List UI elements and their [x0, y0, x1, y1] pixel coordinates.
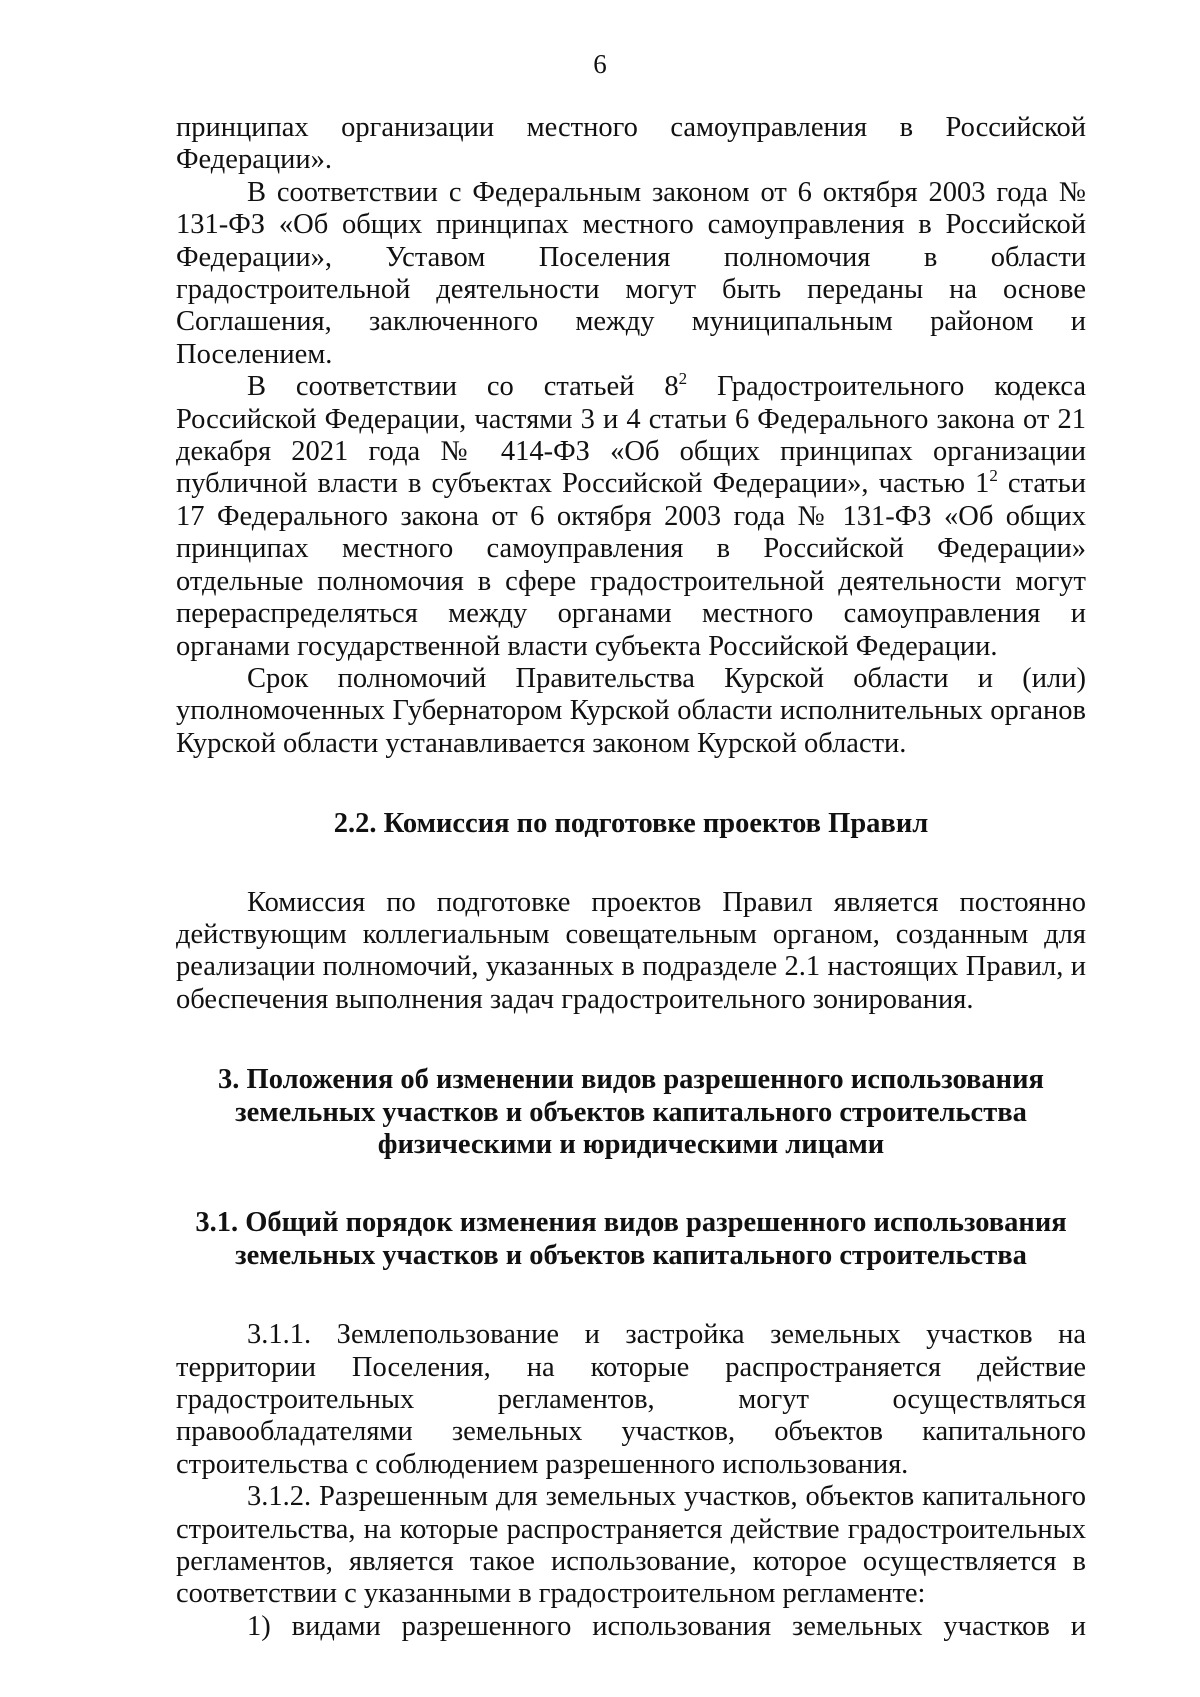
heading-2-2: 2.2. Комиссия по подготовке проектов Правил	[333, 808, 929, 840]
heading-3	[176, 1064, 1086, 1161]
heading-3-1	[176, 1207, 1086, 1272]
paragraph-3-1-1: 3.1.1. Землепользование и застройка земельных участков на территории Поселения, на которые распространяется действие градостроительных регламентов, могут осуществляться правообладателями земельных участков, объектов капитального строительства с соблюдением разрешенного использования.	[176, 1319, 1086, 1480]
paragraph-urban-code-part-c: статьи 17 Федерального закона от 6 октября 2003 года № 131-ФЗ «Об общих принципах местного самоуправления в Российской Федерации» отдельные полномочия в сфере градостроительной деятельности могут перераспределяться между органами местного самоуправления и органами государственной власти субъекта Российской Федерации.	[176, 468, 1086, 662]
paragraph-term-of-powers: Срок полномочий Правительства Курской области и (или) уполномоченных Губернатором Курской области исполнительных органов Курской области устанавливается законом Курской области.	[176, 662, 1086, 759]
paragraph-urban-code	[176, 371, 1086, 663]
paragraph-item-1: 1) видами разрешенного использования земельных участков и	[247, 1610, 1086, 1642]
heading-3-1-line-1: 3.1. Общий порядок изменения видов разрешенного использования	[195, 1207, 1067, 1239]
paragraph-continuation: принципах организации местного самоуправления в Российской Федерации».	[176, 112, 1086, 176]
paragraph-3-1-2: 3.1.2. Разрешенным для земельных участков, объектов капитального строительства, на которые распространяется действие градостроительных регламентов, является такое использование, которое осуществляется в соответствии с указанными в градостроительном регламенте:	[176, 1481, 1086, 1610]
heading-3-line-2: земельных участков и объектов капитального строительства	[235, 1096, 1027, 1128]
superscript-a: 2	[678, 369, 688, 389]
paragraph-urban-code-part-a: В соответствии со статьей 8	[247, 371, 679, 403]
superscript-b: 2	[989, 466, 998, 486]
heading-3-1-line-2: земельных участков и объектов капитального строительства	[235, 1239, 1027, 1271]
heading-3-line-3: физическими и юридическими лицами	[377, 1128, 885, 1160]
heading-3-line-1: 3. Положения об изменении видов разрешенного использования	[218, 1064, 1044, 1096]
paragraph-urban-code-part-b: Градостроительного кодекса Российской Федерации, частями 3 и 4 статьи 6 Федерального закона от 21 декабря 2021 года № 414-ФЗ «Об общих принципах организации публичной власти в субъектах Российской Федерации», частью 1	[176, 371, 1086, 500]
paragraph-commission: Комиссия по подготовке проектов Правил является постоянно действующим коллегиальным совещательным органом, созданным для реализации полномочий, указанных в подразделе 2.1 настоящих Правил, и обеспечения выполнения задач градостроительного зонирования.	[176, 886, 1086, 1015]
page-number: 6	[593, 49, 607, 79]
paragraph-federal-law: В соответствии с Федеральным законом от 6 октября 2003 года № 131-ФЗ «Об общих принципах местного самоуправления в Российской Федерации», Уставом Поселения полномочия в области градостроительной деятельности могут быть переданы на основе Соглашения, заключенного между муниципальным районом и Поселением.	[176, 176, 1086, 370]
document-body	[176, 112, 1086, 1643]
